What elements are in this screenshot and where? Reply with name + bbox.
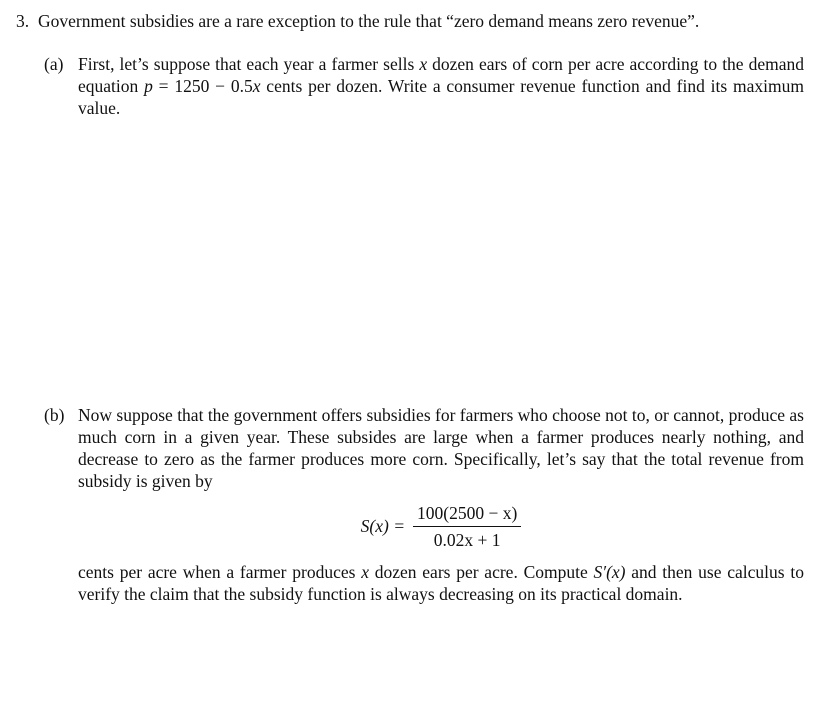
part-b-text-1: Now suppose that the government offers subsidies for farmers who choose not to, or cannot, produce as much corn in a given year. These subsides are large when a farmer produces nearly nothing, and decrease to zero as the farmer produces more corn. Specifically, let’s say that the total revenue from subsidy is given by [78,405,804,491]
part-b-label: (b) [44,405,65,425]
part-a-text-3: cents per dozen. Write a consumer revenue function and find its maximum value. [78,76,804,118]
variable-x: x [252,76,261,96]
problem-3 [16,10,808,32]
part-a-text-1: First, let’s suppose that each year a farmer sells [78,54,420,74]
equation-fraction [413,503,521,550]
part-a-text [78,53,804,119]
problem-number: 3. [16,11,30,31]
part-b-text-2 [78,561,804,605]
part-a-text-2: dozen ears of corn per acre according to the demand equation [78,54,805,96]
fraction-numerator: 100(2500 − x) [413,503,521,527]
part-b-text-4: and then use calculus to verify the claim that the subsidy function is always decreasing on its practical domain. [78,562,804,604]
problem-intro: Government subsidies are a rare exception to the rule that “zero demand means zero revenue”. [38,11,700,31]
part-b-text-3: dozen ears per acre. Compute [368,562,594,582]
subsidy-equation [78,501,804,551]
part-b [44,404,804,605]
variable-x: x [419,54,428,74]
part-a-label: (a) [44,54,64,74]
fraction-denominator: 0.02x + 1 [433,529,501,550]
variable-p: p [144,76,153,96]
part-b-text [78,404,804,605]
variable-x: x [361,562,369,582]
demand-equation: = 1250 − 0.5 [152,76,253,96]
equation-lhs: S(x) = [360,516,406,536]
problem-header [16,10,808,32]
part-b-text-2a: cents per acre when a farmer produces [78,562,362,582]
part-a [44,53,804,119]
derivative-notation: S′(x) [593,562,626,582]
